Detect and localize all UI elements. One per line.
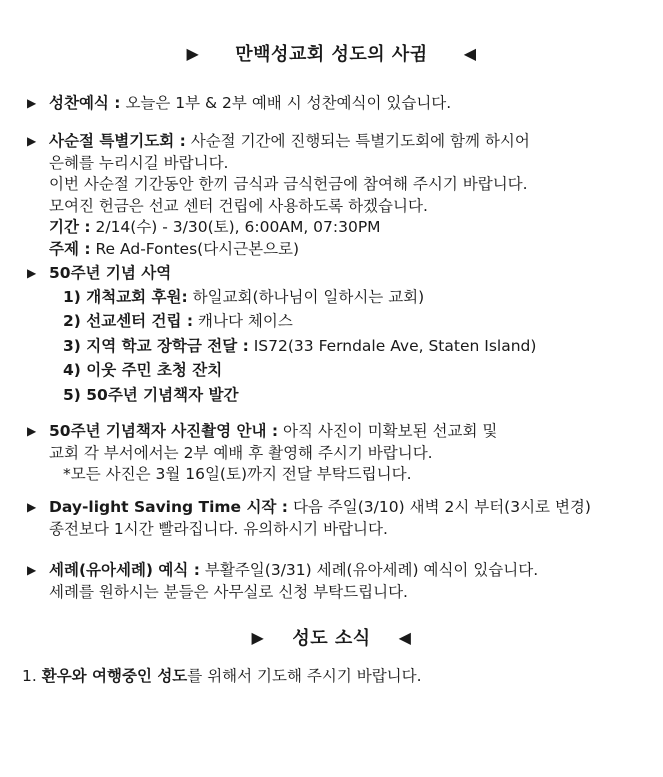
news-item: [22, 666, 422, 687]
news-number: 1.: [22, 667, 37, 685]
left-triangle-icon: ◀: [463, 44, 477, 63]
announcement-label: 50주년 기념책자 사진촬영 안내 :: [49, 422, 279, 440]
announcement-text: 은혜를 누리시길 바랍니다.: [49, 153, 229, 172]
section-header-fellowship: [0, 40, 663, 66]
announcement-daylight-saving: [27, 497, 652, 540]
theme-label: 주제 :: [49, 239, 91, 258]
announcement-text: 다음 주일(3/10) 새벽 2시 부터(3시로 변경): [292, 498, 591, 516]
ministry-item: 5) 50주년 기념책자 발간: [63, 385, 239, 404]
announcement-communion: [27, 93, 652, 115]
section-header-news: [0, 624, 663, 650]
news-text: 를 위해서 기도해 주시기 바랍니다.: [187, 667, 422, 685]
news-highlight: 환우와 여행중인 성도: [41, 667, 188, 685]
bullet-triangle-icon: ▶: [27, 424, 37, 438]
announcement-text: 아직 사진이 미확보된 선교회 및: [282, 422, 498, 440]
ministry-item: 4) 이웃 주민 초청 잔치: [63, 361, 223, 379]
announcement-photo-shoot: [27, 421, 652, 486]
section-title: 만백성교회 성도의 사귐: [235, 44, 428, 65]
ministry-item: 2) 선교센터 건립 : 캐나다 체이스: [63, 312, 293, 330]
ministry-item: 3) 지역 학교 장학금 전달 : IS72(33 Ferndale Ave, Staten Island): [63, 336, 537, 355]
ministry-item: 1) 개척교회 후원: 하일교회(하나님이 일하시는 교회): [63, 287, 425, 306]
announcement-label: 50주년 기념 사역: [49, 264, 172, 282]
bullet-triangle-icon: ▶: [27, 96, 37, 110]
announcement-text: 사순절 기간에 진행되는 특별기도회에 함께 하시어: [190, 132, 530, 150]
announcement-text: 오늘은 1부 & 2부 예배 시 성찬예식이 있습니다.: [125, 94, 452, 112]
announcement-note: *모든 사진은 3월 16일(토)까지 전달 부탁드립니다.: [63, 465, 412, 483]
bullet-triangle-icon: ▶: [27, 266, 37, 280]
right-triangle-icon: ▶: [186, 44, 200, 63]
section-title: 성도 소식: [292, 628, 371, 649]
announcement-text: 세례를 원하시는 분들은 사무실로 신청 부탁드립니다.: [49, 582, 408, 601]
announcement-label: 성찬예식 :: [49, 94, 121, 112]
bullet-triangle-icon: ▶: [27, 563, 37, 577]
period-label: 기간 :: [49, 218, 91, 236]
announcement-text: 부활주일(3/31) 세례(유아세례) 예식이 있습니다.: [204, 561, 539, 579]
announcement-label: 세례(유아세례) 예식 :: [49, 561, 200, 579]
right-triangle-icon: ▶: [251, 628, 265, 647]
announcement-text: 이번 사순절 기간동안 한끼 금식과 금식헌금에 참여해 주시기 바랍니다.: [49, 175, 528, 193]
announcement-text: 종전보다 1시간 빨라집니다. 유의하시기 바랍니다.: [49, 519, 388, 538]
announcement-label: 사순절 특별기도회 :: [49, 132, 186, 150]
announcement-text: 모여진 헌금은 선교 센터 건립에 사용하도록 하겠습니다.: [49, 196, 428, 215]
left-triangle-icon: ◀: [398, 628, 412, 647]
announcement-baptism: [27, 560, 652, 603]
bullet-triangle-icon: ▶: [27, 500, 37, 514]
announcement-text: 교회 각 부서에서는 2부 예배 후 촬영해 주시기 바랍니다.: [49, 443, 433, 462]
announcement-50th-ministry: [27, 263, 652, 407]
announcement-lent-prayer: [27, 131, 652, 260]
theme-value: Re Ad-Fontes(다시근본으로): [95, 239, 300, 258]
announcement-label: Day-light Saving Time 시작 :: [49, 498, 288, 516]
period-value: 2/14(수) - 3/30(토), 6:00AM, 07:30PM: [95, 218, 381, 236]
bullet-triangle-icon: ▶: [27, 134, 37, 148]
